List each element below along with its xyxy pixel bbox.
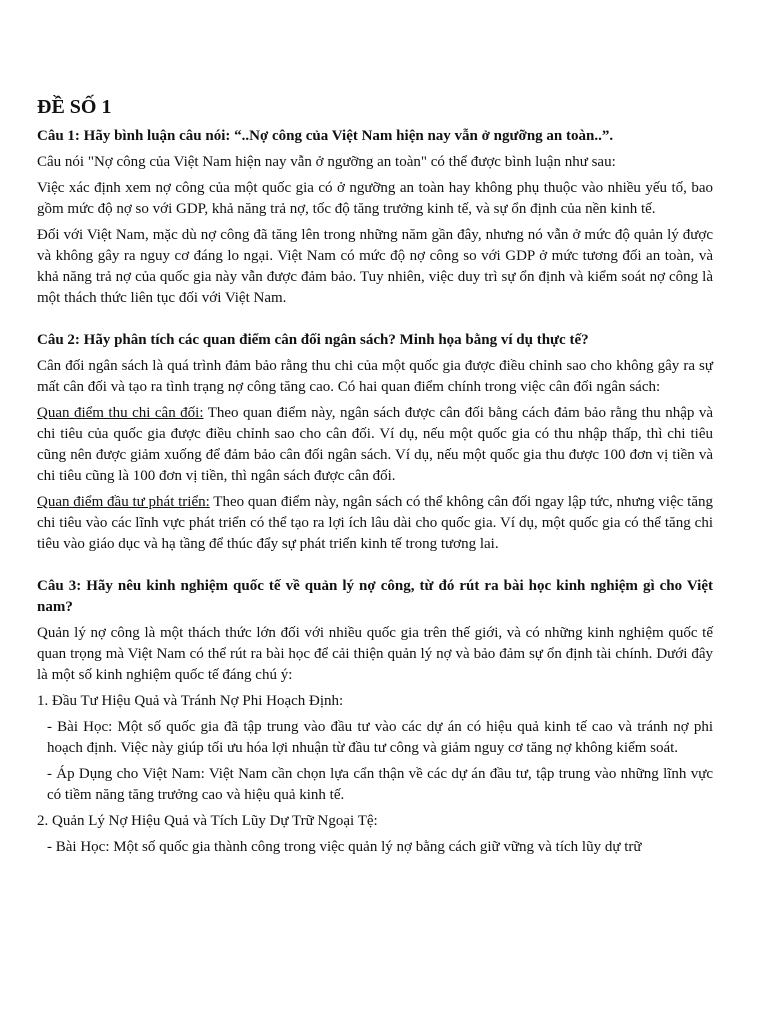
section-gap (37, 560, 713, 576)
q3-heading-2-lesson: - Bài Học: Một số quốc gia thành công trong việc quản lý nợ bằng cách giữ vững và tích lũy dự trữ (47, 839, 642, 855)
q3-heading-2: 2. Quản Lý Nợ Hiệu Quả và Tích Lũy Dự Trữ Ngoại Tệ: (37, 813, 378, 829)
q3-heading-1: 1. Đầu Tư Hiệu Quả và Tránh Nợ Phi Hoạch Định: (37, 693, 344, 709)
q2-view-1-label: Quan điểm thu chi cân đối: (37, 405, 204, 421)
exam-title: ĐỀ SỐ 1 (37, 96, 112, 118)
question-2: Câu 2: Hãy phân tích các quan điểm cân đối ngân sách? Minh họa bằng ví dụ thực tế? (37, 332, 589, 348)
q2-view-2 (37, 492, 713, 555)
q1-paragraph-2: Việc xác định xem nợ công của một quốc gia có ở ngưỡng an toàn hay không phụ thuộc vào nhiều yếu tố, bao gồm mức độ nợ so với GDP, khả năng trả nợ, tốc độ tăng trưởng kinh tế, và sự ổn định của nền kinh tế. (37, 180, 713, 217)
q3-heading-1-lesson: - Bài Học: Một số quốc gia đã tập trung vào đầu tư vào các dự án có hiệu quả kinh tế cao và tránh nợ phi hoạch định. Việc này giúp tối ưu hóa lợi nhuận từ đầu tư công và giảm nguy cơ tăng nợ không kiểm soát. (47, 719, 713, 756)
question-3: Câu 3: Hãy nêu kinh nghiệm quốc tế về quản lý nợ công, từ đó rút ra bài học kinh nghiệm gì cho Việt nam? (37, 578, 713, 615)
q2-view-2-label: Quan điểm đầu tư phát triển: (37, 494, 210, 510)
q3-paragraph-1: Quản lý nợ công là một thách thức lớn đối với nhiều quốc gia trên thế giới, và có những kinh nghiệm quốc tế quan trọng mà Việt Nam có thể rút ra bài học để cải thiện quản lý nợ và bảo đảm sự ổn định tài chính. Dưới đây là một số kinh nghiệm quốc tế đáng chú ý: (37, 625, 713, 683)
q2-paragraph-1: Cân đối ngân sách là quá trình đảm bảo rằng thu chi của một quốc gia được điều chỉnh sao cho không gây ra sự mất cân đối và tạo ra tình trạng nợ công tăng cao. Có hai quan điểm chính trong việc cân đối ngân sách: (37, 358, 713, 395)
section-gap (37, 314, 713, 330)
q1-paragraph-3: Đối với Việt Nam, mặc dù nợ công đã tăng lên trong những năm gần đây, nhưng nó vẫn ở mức độ quản lý được và không gây ra nguy cơ đáng lo ngại. Việt Nam có mức độ nợ công so với GDP ở mức tương đối an toàn, và khả năng trả nợ của quốc gia này vẫn được đảm bảo. Tuy nhiên, việc duy trì sự ổn định và kiểm soát nợ công là một thách thức liên tục đối với Việt Nam. (37, 227, 713, 306)
question-1: Câu 1: Hãy bình luận câu nói: “..Nợ công của Việt Nam hiện nay vẫn ở ngưỡng an toàn..”. (37, 128, 614, 144)
q1-paragraph-1: Câu nói "Nợ công của Việt Nam hiện nay vẫn ở ngưỡng an toàn" có thể được bình luận như sau: (37, 154, 616, 170)
q3-heading-1-application: - Áp Dụng cho Việt Nam: Việt Nam cần chọn lựa cẩn thận về các dự án đầu tư, tập trung vào những lĩnh vực có tiềm năng tăng trưởng cao và hiệu quả kinh tế. (47, 766, 713, 803)
document-body (37, 94, 713, 863)
q2-view-2-text: Theo quan điểm này, ngân sách có thể không cân đối ngay lập tức, nhưng việc tăng chi tiêu vào các lĩnh vực phát triển có thể tạo ra lợi ích lâu dài cho quốc gia. Ví dụ, một quốc gia có thể tăng chi tiêu vào giáo dục và hạ tầng để thúc đẩy sự phát triển kinh tế trong tương lai. (37, 494, 713, 552)
q2-view-1 (37, 403, 713, 487)
q2-view-1-text: Theo quan điểm này, ngân sách được cân đối bằng cách đảm bảo rằng thu nhập và chi tiêu của quốc gia được điều chỉnh sao cho cân đối. Ví dụ, nếu một quốc gia có thu nhập thấp, thì chi tiêu cũng nên được giảm xuống để đảm bảo cân đối ngân sách. Ví dụ, nếu một quốc gia thu được 100 đơn vị tiền và chi tiêu cũng là 100 đơn vị tiền, thì ngân sách được cân đối. (37, 405, 713, 484)
